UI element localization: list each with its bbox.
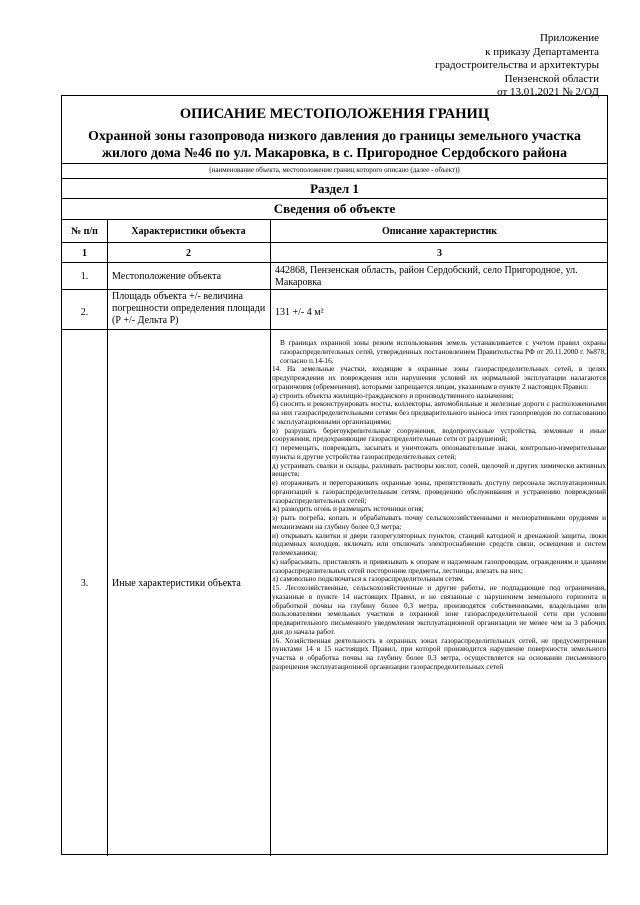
description-paragraph: 15. Лесохозяйственные, сельскохозяйственные и другие работы, не подпадающие под ограничения, указанные в пункте 14 настоящих Правил, и не связанные с нарушением земельного горизонта и обработкой почвы на глубину более 0,3 метра, производятся собственниками, владельцами или пользователями земельных участков в охранной зоне газораспределительной сети при условии предварительного письменного уведомления эксплуатационной организации не менее чем за 3 рабочих дня до начала работ. bbox=[272, 583, 606, 636]
row-number: 1. bbox=[80, 271, 89, 282]
appendix-line: от 13.01.2021 № 2/ОД bbox=[497, 86, 599, 99]
col-number: 2 bbox=[186, 248, 191, 259]
row-divider bbox=[62, 242, 607, 243]
document-subtitle bbox=[62, 127, 607, 161]
appendix-header bbox=[435, 32, 599, 100]
description-paragraph: в) разрушать берегоукрепительные сооружения, водопропускные устройства, земляные и иные сооружения, предохраняющие газораспределительные сети от разрушений; bbox=[272, 425, 606, 444]
document-title: ОПИСАНИЕ МЕСТОПОЛОЖЕНИЯ ГРАНИЦ bbox=[179, 106, 490, 122]
description-paragraph: ж) разводить огонь и размещать источники огня; bbox=[272, 504, 424, 514]
description-paragraph: д) устраивать свалки и склады, разливать растворы кислот, солей, щелочей и других химически активных веществ; bbox=[272, 460, 606, 479]
divider bbox=[62, 219, 607, 220]
description-paragraph: 14. На земельные участки, входящие в охранные зоны газораспределительных сетей, в целях предупреждения их повреждения или нарушения условий их нормальной эксплуатации налагаются ограничения (обременения), которыми запрещается лицам, указанным в пункте 2 настоящих Правил: bbox=[272, 364, 606, 391]
description-paragraph: и) открывать калитки и двери газорегуляторных пунктов, станций катодной и дренажной защиты, люки подземных колодцев, включать или отключать электроснабжение средств связи, освещения и систем телемеханики; bbox=[272, 530, 606, 557]
column-divider bbox=[107, 219, 108, 856]
divider bbox=[62, 178, 607, 179]
row-divider bbox=[62, 329, 607, 330]
row-divider bbox=[62, 289, 607, 290]
section-subtitle: Сведения об объекте bbox=[273, 201, 396, 216]
appendix-line: Пензенской области bbox=[504, 72, 599, 85]
appendix-line: Приложение bbox=[539, 32, 599, 44]
description-paragraph: л) самовольно подключаться к газораспределительным сетям. bbox=[272, 574, 465, 584]
appendix-line: к приказу Департамента bbox=[485, 45, 599, 58]
name-note: (наименование объекта, местоположение границ которого описано (далее - объект)) bbox=[209, 166, 460, 174]
divider bbox=[62, 163, 607, 164]
row-name: Местоположение объекта bbox=[112, 271, 222, 282]
subtitle-line: жилого дома №46 по ул. Макаровка, в с. Пригородное Сердобского района bbox=[101, 145, 568, 160]
header-description: Описание характеристик bbox=[381, 226, 498, 237]
row-number: 2. bbox=[80, 307, 89, 318]
description-paragraph: б) сносить и реконструировать мосты, коллекторы, автомобильные и железные дороги с расположенными на них газораспределительными сетями без предварительного выноса этих газопроводов по согласованию с эксплуатационными организациями; bbox=[272, 399, 606, 426]
col-number: 1 bbox=[82, 248, 87, 259]
description-paragraph: В границах охранной зоны режим использования земель устанавливается с учетом правил охраны газораспределительных сетей, утвержденных постановлением Правительства РФ от 20.11.2000 г. №878, согласно п.14-16. bbox=[280, 338, 606, 365]
row-divider bbox=[62, 262, 607, 263]
appendix-line: градостроительства и архитектуры bbox=[435, 59, 599, 72]
row-value: 442868, Пензенская область, район Сердобский, село Пригородное, ул. Макаровка bbox=[275, 265, 578, 288]
description-paragraph: а) строить объекты жилищно-гражданского и производственного назначения; bbox=[272, 390, 514, 400]
row-value: 131 +/- 4 м² bbox=[275, 307, 324, 318]
subtitle-line: Охранной зоны газопровода низкого давления до границы земельного участка bbox=[88, 128, 581, 143]
row-name: Иные характеристики объекта bbox=[112, 578, 241, 589]
divider bbox=[62, 198, 607, 199]
description-paragraph: з) рыть погреба, копать и обрабатывать почву сельскохозяйственными и мелиоративными орудиями и механизмами на глубину более 0,3 метра; bbox=[272, 513, 606, 531]
header-num: № п/п bbox=[71, 226, 98, 237]
row-name: Площадь объекта +/- величина погрешности определения площади (Р +/- Дельта Р) bbox=[112, 291, 266, 326]
description-paragraph: г) перемещать, повреждать, засыпать и уничтожать опознавательные знаки, контрольно-измерительные пункты и другие устройства газораспределительных сетей; bbox=[272, 443, 606, 461]
document-frame bbox=[61, 95, 608, 855]
description-paragraph: 16. Хозяйственная деятельность в охранных зонах газораспределительных сетей, не предусмотренная пунктами 14 и 15 настоящих Правил, при которой производится нарушение поверхности земельного участка и обработка почвы на глубину более 0,3 метра, осуществляется на основании письменного разрешения эксплуатационной организации газораспределительных сетей bbox=[272, 635, 606, 671]
description-paragraph: е) огораживать и перегораживать охранные зоны, препятствовать доступу персонала эксплуатационных организаций к газораспределительным сетям, проведению обслуживания и устранению повреждений газораспределительных сетей; bbox=[272, 478, 606, 505]
restrictions-description bbox=[272, 339, 606, 672]
header-characteristics: Характеристики объекта bbox=[131, 226, 246, 237]
section-title: Раздел 1 bbox=[310, 181, 359, 196]
row-number: 3. bbox=[80, 578, 89, 589]
col-number: 3 bbox=[437, 248, 442, 259]
column-divider bbox=[270, 219, 271, 856]
description-paragraph: к) набрасывать, приставлять и привязывать к опорам и надземным газопроводам, ограждениям и зданиям газораспределительных сетей посторонние предметы, лестницы, влезать на них; bbox=[272, 556, 606, 575]
